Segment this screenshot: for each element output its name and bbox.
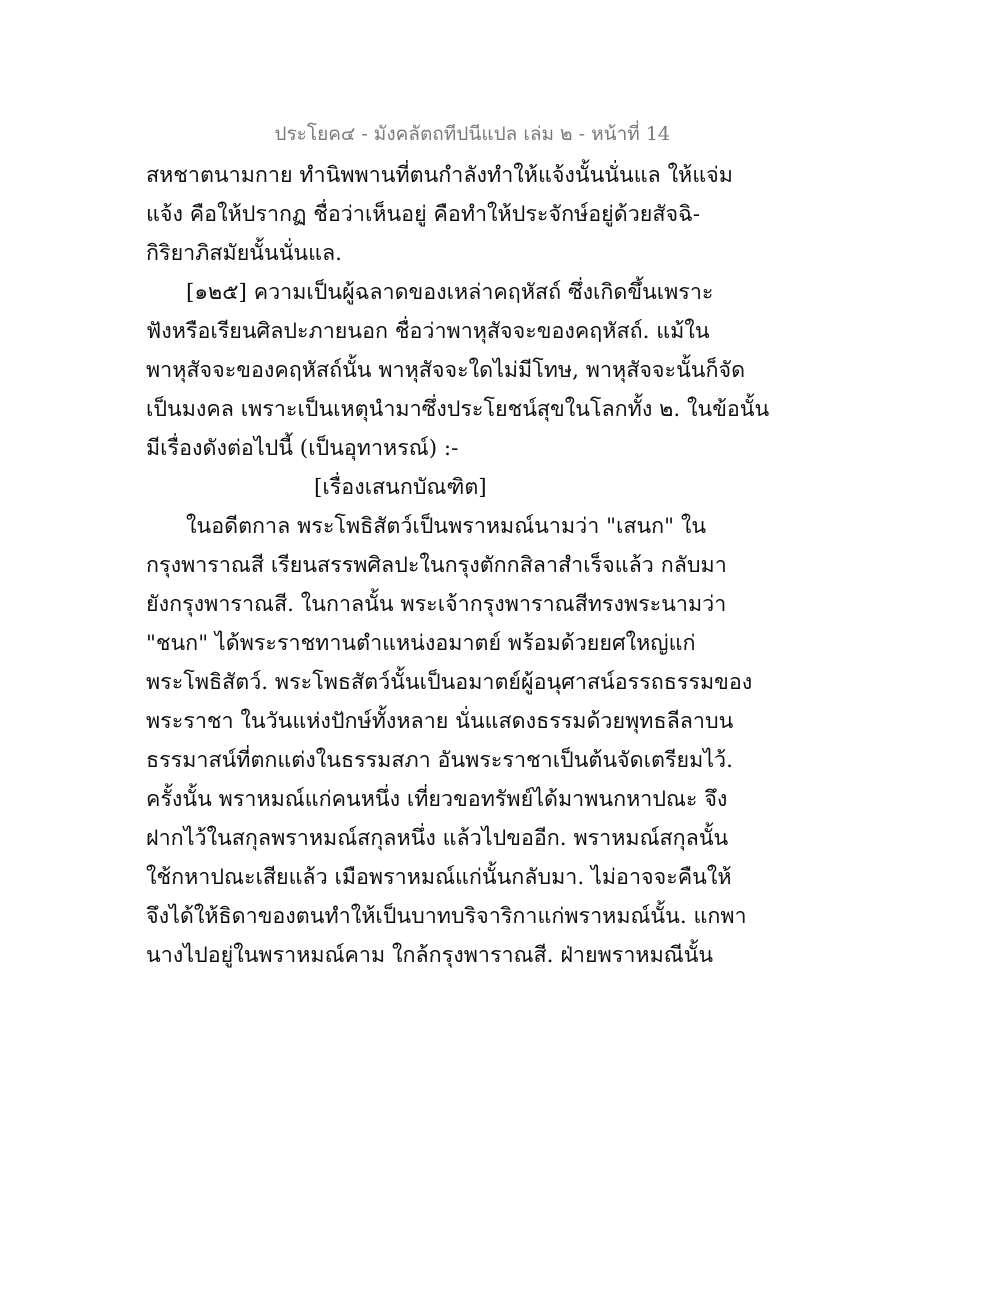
text-line: จึงได้ให้ธิดาของตนทำให้เป็นบาทบริจาริกาแก่พราหมณ์นั้น. แกพา [146, 904, 747, 929]
text-line: มีเรื่องดังต่อไปนี้ (เป็นอุทาหรณ์) :- [146, 436, 459, 461]
text-line: ใช้กหาปณะเสียแล้ว เมือพราหมณ์แก่นั้นกลับมา. ไม่อาจจะคืนให้ [146, 865, 732, 890]
text-line: ธรรมาสน์ที่ตกแต่งในธรรมสภา อันพระราชาเป็นต้นจัดเตรียมไว้. [146, 748, 733, 773]
text-line: พระราชา ในวันแห่งปักษ์ทั้งหลาย นั่นแสดงธรรมด้วยพุทธลีลาบน [146, 709, 734, 734]
text-line: สหชาตนามกาย ทำนิพพานที่ตนกำลังทำให้แจ้งนั้นนั่นแล ให้แจ่ม [146, 163, 733, 188]
text-line: แจ้ง คือให้ปรากฏ ชื่อว่าเห็นอยู่ คือทำให้ประจักษ์อยู่ด้วยสัจฉิ- [146, 202, 701, 227]
text-line: เป็นมงคล เพราะเป็นเหตุนำมาซึ่งประโยชน์สุขในโลกทั้ง ๒. ในข้อนั้น [146, 397, 770, 422]
text-line: ฝากไว้ในสกุลพราหมณ์สกุลหนึ่ง แล้วไปขออีก. พราหมณ์สกุลนั้น [146, 826, 729, 851]
text-line: นางไปอยู่ในพราหมณ์คาม ใกล้กรุงพาราณสี. ฝ่ายพราหมณีนั้น [146, 943, 714, 968]
body-text [146, 156, 770, 975]
text-line: ครั้งนั้น พราหมณ์แก่คนหนึ่ง เที่ยวขอทรัพย์ได้มาพนกหาปณะ จึง [146, 787, 728, 812]
running-header: ประโยค๔ - มังคลัตถทีปนีแปล เล่ม ๒ - หน้าที่ 14 [274, 123, 670, 145]
text-line: กิริยาภิสมัยนั้นนั่นแล. [146, 241, 342, 266]
text-line: ในอดีตกาล พระโพธิสัตว์เป็นพราหมณ์นามว่า "เสนก" ใน [186, 514, 707, 539]
paragraph-1 [146, 156, 733, 273]
text-line: ฟังหรือเรียนศิลปะภายนอก ชื่อว่าพาหุสัจจะของคฤหัสถ์. แม้ใน [146, 319, 710, 344]
paragraph-2 [146, 273, 770, 468]
text-line: พาหุสัจจะของคฤหัสถ์นั้น พาหุสัจจะใดไม่มีโทษ, พาหุสัจจะนั้นก็จัด [146, 358, 746, 383]
text-line: พระโพธิสัตว์. พระโพธสัตว์นั้นเป็นอมาตย์ผู้อนุศาสน์อรรถธรรมของ [146, 670, 753, 695]
text-line: ยังกรุงพาราณสี. ในกาลนั้น พระเจ้ากรุงพาราณสีทรงพระนามว่า [146, 592, 727, 617]
text-line: [๑๒๕] ความเป็นผู้ฉลาดของเหล่าคฤหัสถ์ ซึ่งเกิดขึ้นเพราะ [186, 280, 714, 305]
text-line: "ชนก" ได้พระราชทานตำแหน่งอมาตย์ พร้อมด้วยยศใหญ่แก่ [146, 631, 696, 656]
section-heading: [เรื่องเสนกบัณฑิต] [314, 475, 487, 500]
paragraph-3 [146, 507, 753, 975]
text-line: กรุงพาราณสี เรียนสรรพศิลปะในกรุงตักกสิลาสำเร็จแล้ว กลับมา [146, 553, 727, 578]
